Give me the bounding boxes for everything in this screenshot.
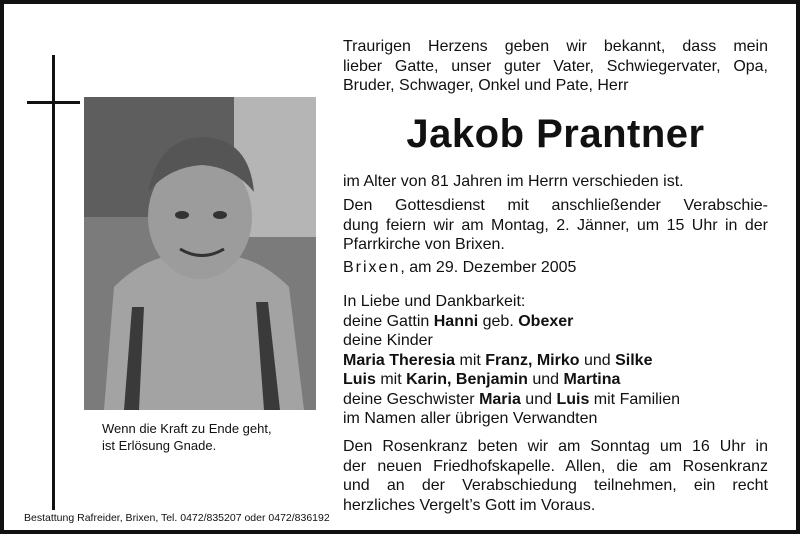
rosary-paragraph (343, 437, 768, 515)
child-line (343, 351, 768, 371)
cross-vertical-bar (52, 55, 55, 510)
service-paragraph (343, 196, 768, 255)
siblings-suffix: mit Familien (589, 390, 681, 408)
grandchild-name: Martina (563, 371, 621, 388)
wife-name: Hanni (433, 312, 479, 330)
siblings-label: deine Geschwister (343, 390, 480, 408)
caption-line: ist Erlösung Gnade. (102, 438, 217, 453)
connector: mit (375, 371, 407, 388)
child-name: Luis (343, 371, 376, 388)
date: , am 29. Dezember 2005 (400, 259, 577, 276)
caption-line: Wenn die Kraft zu Ende geht, (102, 421, 272, 436)
wife-maiden-name: Obexer (518, 312, 574, 330)
age-line: im Alter von 81 Jahren im Herrn verschieden ist. (343, 173, 684, 190)
cross-horizontal-bar (27, 101, 80, 104)
wife-prefix: deine Gattin (343, 312, 434, 330)
rosary-line: der neuen Friedhofskapelle. Allen, die am Rosenkranz (343, 457, 768, 475)
wife-mid: geb. (478, 312, 519, 330)
photo-caption (102, 420, 272, 454)
rosary-line: und an der Verabschiedung teilnehmen, ein recht (343, 477, 768, 494)
rosary-line: herzliches Vergelt’s Gott im Voraus. (343, 496, 596, 514)
connector: und (579, 351, 616, 369)
connector: und (520, 390, 557, 408)
connector: mit (455, 351, 486, 369)
place: Brixen (343, 259, 401, 276)
intro-line: lieber Gatte, unser guter Vater, Schwiegervater, Opa, (343, 57, 768, 75)
place-date-line (343, 258, 768, 278)
deceased-name: Jakob Prantner (406, 112, 705, 156)
intro-line: Traurigen Herzens geben wir bekannt, dass mein (343, 38, 768, 55)
intro-line: Bruder, Schwager, Onkel und Pate, Herr (343, 77, 629, 94)
service-line: Den Gottesdienst mit anschließender Verabschie- (343, 197, 768, 214)
child-name: Maria Theresia (343, 351, 456, 369)
wife-line (343, 312, 768, 332)
rosary-line: Den Rosenkranz beten wir am Sonntag um 16 Uhr in (343, 438, 768, 455)
service-line: dung feiern wir am Montag, 2. Jänner, um 15 Uhr in der (343, 216, 768, 234)
mourners-paragraph (343, 292, 768, 429)
partner-names: Karin, Benjamin (406, 371, 528, 388)
siblings-line (343, 390, 768, 410)
service-line: Pfarrkirche von Brixen. (343, 236, 505, 253)
sibling-name: Luis (556, 390, 590, 408)
funeral-home-footer: Bestattung Rafreider, Brixen, Tel. 0472/835207 oder 0472/836192 (24, 512, 330, 524)
love-line: In Liebe und Dankbarkeit: (343, 293, 526, 310)
relatives-line: im Namen aller übrigen Verwandten (343, 410, 598, 427)
grandchild-name: Silke (615, 351, 653, 369)
sibling-name: Maria (479, 390, 521, 408)
connector: und (527, 371, 564, 388)
children-label: deine Kinder (343, 332, 433, 349)
portrait-illustration (84, 97, 316, 410)
partner-names: Franz, Mirko (485, 351, 580, 369)
child-line (343, 370, 768, 390)
portrait-photo (84, 97, 316, 410)
intro-paragraph (343, 37, 768, 96)
